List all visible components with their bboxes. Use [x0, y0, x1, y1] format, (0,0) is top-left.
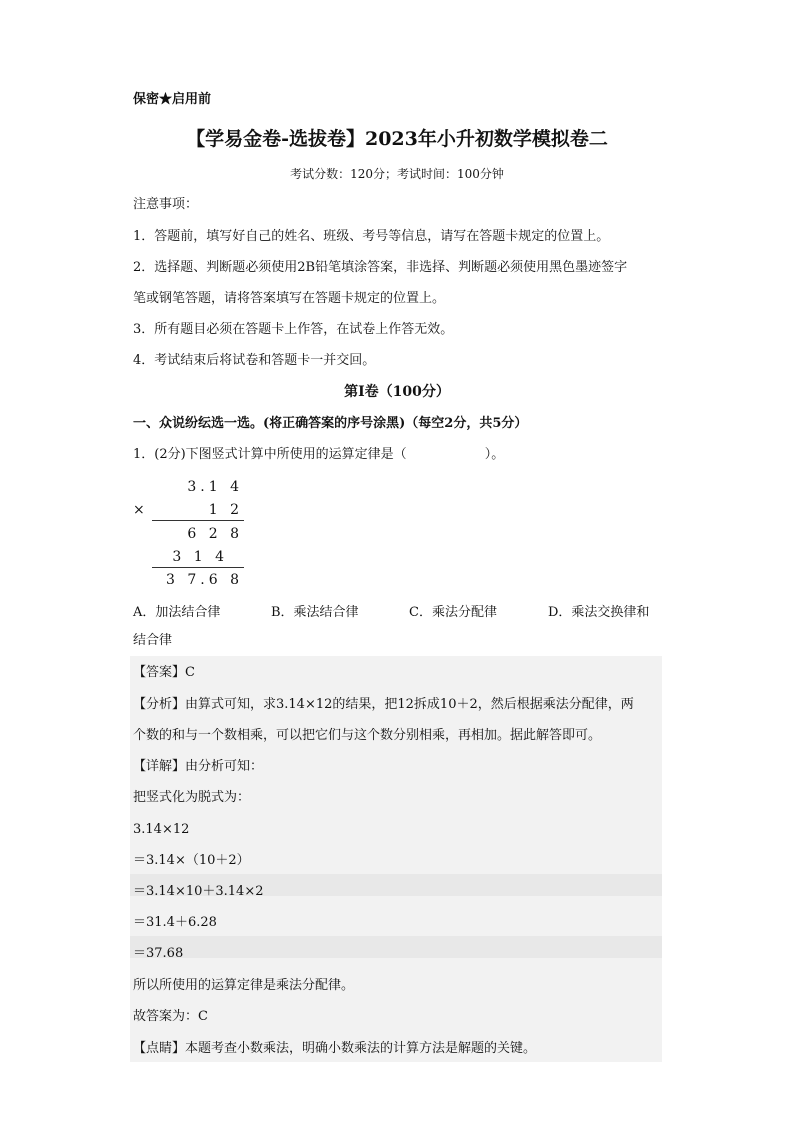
exam-subtitle: 考试分数：120分；考试时间：100分钟 — [290, 167, 504, 181]
detail-step-3: ＝3.14×10＋3.14×2 — [133, 884, 264, 899]
notice-item-2-cont: 笔或钢笔答题，请将答案填写在答题卡规定的位置上。 — [133, 291, 446, 306]
comment-line: 【点睛】本题考查小数乘法，明确小数乘法的计算方法是解题的关键。 — [133, 1041, 537, 1056]
question-1-stem — [133, 446, 504, 464]
analysis-line: 【分析】由算式可知，求3.14×12的结果，把12拆成10＋2，然后根据乘法分配律，两 — [133, 697, 634, 712]
option-a: A．加法结合律 — [133, 605, 221, 620]
detail-step-1: 3.14×12 — [133, 822, 190, 837]
answer-line: 【答案】C — [133, 665, 195, 680]
vertical-rule-1 — [152, 520, 244, 521]
vertical-row-1: 3.1 4 — [187, 479, 243, 495]
confidential-label: 保密★启用前 — [133, 92, 212, 107]
question-1-stem-end: ）。 — [484, 447, 505, 462]
vertical-row-5: 3 7.6 8 — [166, 572, 243, 588]
notice-heading: 注意事项： — [133, 197, 199, 212]
solution-stripe — [130, 936, 662, 958]
option-d: D．乘法交换律和 — [548, 605, 650, 620]
question-1-stem-start: 1．(2分)下图竖式计算中所使用的运算定律是（ — [133, 447, 407, 462]
option-c: C．乘法分配律 — [409, 605, 497, 620]
final-answer-line: 故答案为：C — [133, 1009, 208, 1024]
notice-item-4: 4．考试结束后将试卷和答题卡一并交回。 — [133, 353, 376, 368]
exam-title: 【学易金卷-选拔卷】2023年小升初数学模拟卷二 — [186, 128, 608, 150]
section-title: 第I卷（100分） — [344, 384, 450, 400]
notice-item-3: 3．所有题目必须在答题卡上作答，在试卷上作答无效。 — [133, 322, 454, 337]
detail-step-intro: 把竖式化为脱式为： — [133, 790, 251, 805]
vertical-row-2: 1 2 — [208, 502, 243, 518]
conclusion-line: 所以所使用的运算定律是乘法分配律。 — [133, 978, 355, 993]
detail-step-5: ＝37.68 — [133, 946, 184, 961]
detail-step-4: ＝31.4＋6.28 — [133, 915, 217, 930]
notice-item-2: 2．选择题、判断题必须使用2B铅笔填涂答案，非选择、判断题必须使用黑色墨迹签字 — [133, 260, 628, 275]
multiply-sign: × — [133, 502, 149, 518]
detail-step-2: ＝3.14×（10＋2） — [133, 853, 250, 868]
vertical-row-4: 3 1 4 — [172, 549, 228, 565]
part-one-heading: 一、众说纷纭选一选。(将正确答案的序号涂黑)（每空2分，共5分） — [133, 416, 528, 431]
option-d-continued: 结合律 — [133, 633, 173, 648]
analysis-line-cont: 个数的和与一个数相乘，可以把它们与这个数分别相乘，再相加。据此解答即可。 — [133, 728, 602, 743]
notice-item-1: 1．答题前，填写好自己的姓名、班级、考号等信息，请写在答题卡规定的位置上。 — [133, 229, 610, 244]
option-b: B．乘法结合律 — [271, 605, 359, 620]
vertical-rule-2 — [152, 567, 244, 568]
vertical-row-3: 6 2 8 — [187, 526, 243, 542]
detail-heading: 【详解】由分析可知： — [133, 759, 264, 774]
